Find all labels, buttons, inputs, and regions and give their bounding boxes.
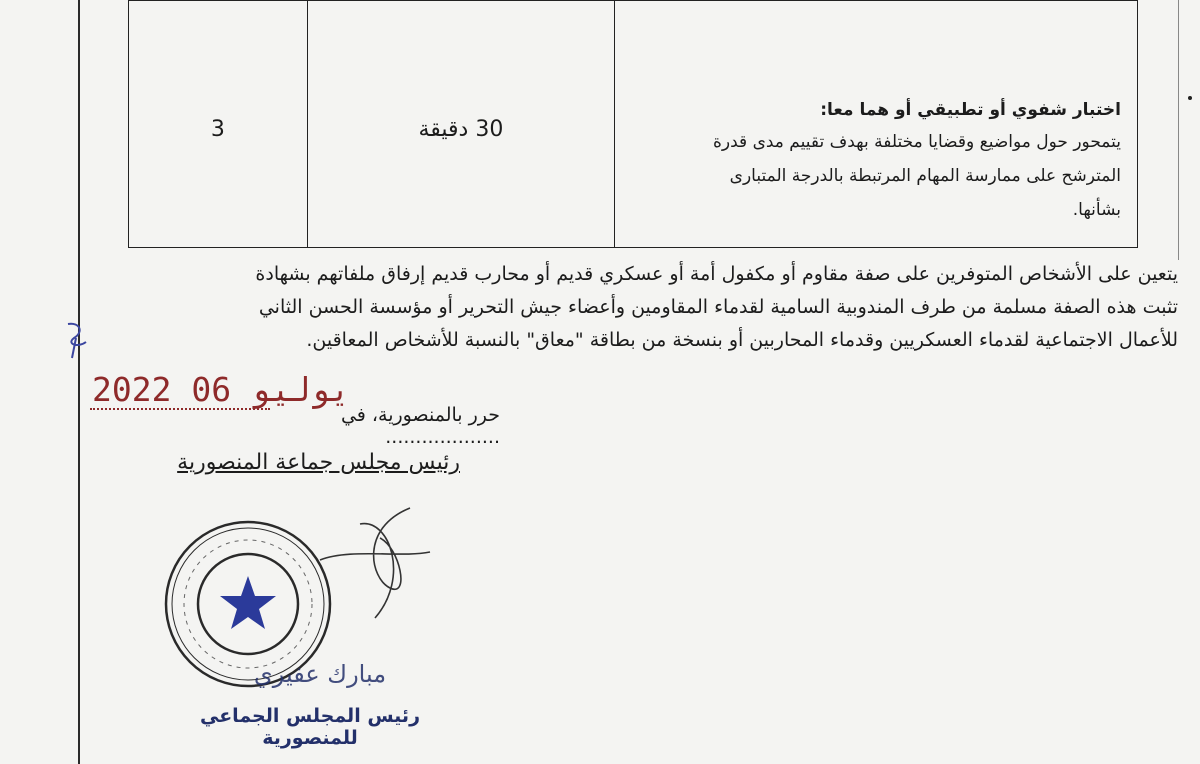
exam-duration: 30 دقيقة xyxy=(418,117,504,142)
table-row xyxy=(129,1,1138,248)
veterans-notice xyxy=(78,258,1178,357)
margin-dot xyxy=(1188,96,1192,100)
notice-line: تثبت هذه الصفة مسلمة من طرف المندوبية السامية لقدماء المقاومين وأعضاء جيش التحرير أو مؤسسة الحسن الثاني xyxy=(258,296,1178,318)
written-at-line: حرر بالمنصورية، في ................... xyxy=(340,404,500,448)
signer-title: رئيس المجلس الجماعي للمنصورية xyxy=(199,705,421,749)
page-border-right xyxy=(1178,0,1179,260)
date-stamp: 2022 يوليو 06 xyxy=(92,370,351,409)
exam-description-line: يتمحور حول مواضيع وقضايا مختلفة بهدف تقييم مدى قدرة xyxy=(713,132,1121,152)
president-heading: رئيس مجلس جماعة المنصورية xyxy=(177,450,460,475)
handwritten-margin-mark xyxy=(62,318,92,362)
signer-name: مبارك عفيري xyxy=(253,660,387,688)
notice-line: يتعين على الأشخاص المتوفرين على صفة مقاوم أو مكفول أمة أو عسكري قديم أو محارب قديم إرفاق ملفاتهم بشهادة xyxy=(255,263,1178,285)
page-border-left xyxy=(78,0,80,764)
exam-coefficient: 3 xyxy=(210,117,225,142)
exam-table xyxy=(128,0,1138,248)
exam-description-cell xyxy=(615,1,1138,248)
exam-duration-cell xyxy=(307,1,615,248)
date-underline xyxy=(90,408,270,410)
exam-description-line: المترشح على ممارسة المهام المرتبطة بالدرجة المتبارى xyxy=(729,166,1121,186)
notice-line: للأعمال الاجتماعية لقدماء العسكريين وقدماء المحاربين أو بنسخة من بطاقة "معاق" بالنسبة للأشخاص المعاقين. xyxy=(306,329,1178,351)
exam-description-title: اختبار شفوي أو تطبيقي أو هما معا: xyxy=(820,100,1121,120)
exam-description-line: بشأنها. xyxy=(1072,200,1121,220)
exam-coefficient-cell xyxy=(129,1,308,248)
